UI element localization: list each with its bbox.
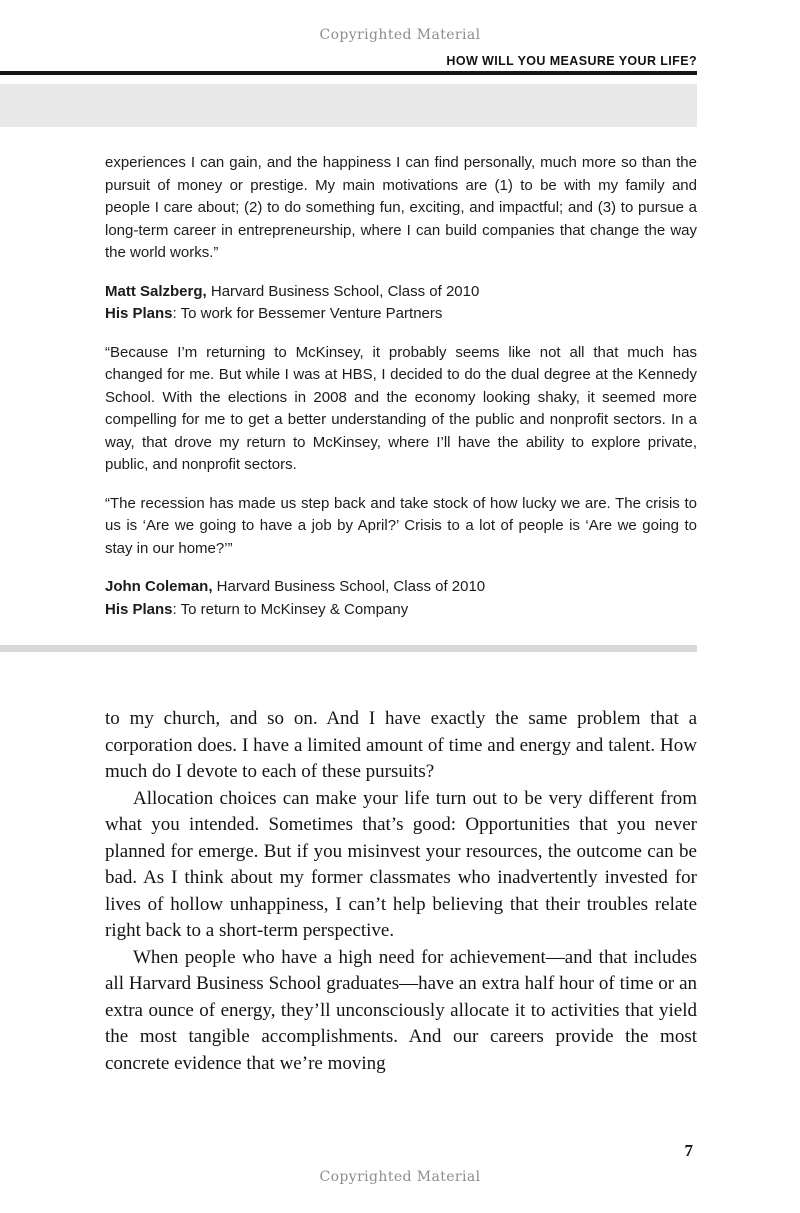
plans-label-2: His Plans [105,600,173,618]
body-paragraph-3: When people who have a high need for achievement—and that includes all Harvard Business School graduates—have an extra half hour of time or an extra ounce of energy, they’ll unconsciously allocate it to activities that yield the most tangible accomplishments. And our careers provide the most concrete evidence that we’re moving [105,946,697,1074]
sidebar-top-band [0,84,697,127]
main-body-text [105,706,697,1077]
student-affiliation-1: Harvard Business School, Class of 2010 [206,282,480,300]
student-quotes-section [105,152,697,621]
attribution-line-2 [105,576,697,599]
section-divider [0,645,697,652]
student-name-1: Matt Salzberg, [105,282,207,300]
page-number: 7 [684,1141,693,1160]
running-header: HOW WILL YOU MEASURE YOUR LIFE? [446,54,697,68]
plans-text-2: : To return to McKinsey & Company [172,600,409,618]
plans-line-1 [105,303,697,326]
body-paragraph-2: Allocation choices can make your life turn out to be very different from what you intended. Sometimes that’s good: Opportunities that you never planned for emerge. But if you misinvest your resources, the outcome can be bad. As I think about my former classmates who inadvertently invested for lives of hollow unhappiness, I can’t help believing that their troubles relate right back to a short-term perspective. [105,787,697,941]
plans-line-2 [105,599,697,622]
quote-paragraph-1: experiences I can gain, and the happiness I can find personally, much more so than the pursuit of money or prestige. My main motivations are (1) to be with my family and people I care about; (2) to do something fun, exciting, and impactful; and (3) to pursue a long-term career in entrepreneurship, where I can build companies that change the way the world works.” [105,154,697,261]
quote-paragraph-2: “Because I’m returning to McKinsey, it probably seems like not all that much has changed for me. But while I was at HBS, I decided to do the dual degree at the Kennedy School. With the elections in 2008 and the economy looking shaky, it seemed more compelling for me to get a better understanding of the public and nonprofit sectors. In a way, that drove my return to McKinsey, where I’ll have the ability to explore private, public, and nonprofit sectors. [105,343,697,473]
student-affiliation-2: Harvard Business School, Class of 2010 [212,578,486,595]
copyright-notice-bottom: Copyrighted Material [319,1169,481,1185]
header-rule [0,71,697,75]
plans-text-1: : To work for Bessemer Venture Partners [172,305,443,322]
plans-label-1: His Plans [105,305,173,322]
quote-paragraph-3: “The recession has made us step back and take stock of how lucky we are. The crisis to us is ‘Are we going to have a job by April?’ Crisis to a lot of people is ‘Are we going to stay in our home?’” [105,494,697,557]
copyright-notice-top: Copyrighted Material [319,27,481,43]
body-paragraph-1: to my church, and so on. And I have exactly the same problem that a corporation does. I have a limited amount of time and energy and talent. How much do I devote to each of these pursuits? [105,708,697,782]
student-name-2: John Coleman, [105,578,213,595]
attribution-line-1 [105,281,697,304]
